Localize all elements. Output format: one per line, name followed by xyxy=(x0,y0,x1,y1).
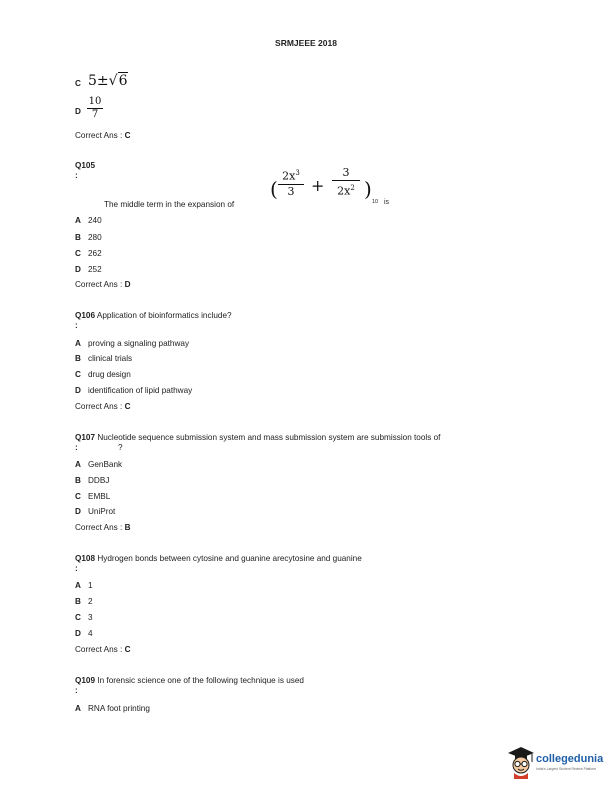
option-text: 2 xyxy=(88,597,93,606)
question-text: Hydrogen bonds between cytosine and guanine arecytosine and guanine xyxy=(97,554,362,563)
option-text: 240 xyxy=(88,216,102,225)
option-letter: C xyxy=(75,492,81,501)
plus-sign: + xyxy=(311,176,325,195)
page-header-title: SRMJEEE 2018 xyxy=(275,38,337,48)
paren-open: ( xyxy=(270,177,278,201)
answer-option xyxy=(75,613,93,622)
option-text: identification of lipid pathway xyxy=(88,386,193,395)
expression-power: 10 xyxy=(372,199,379,205)
option-letter: A xyxy=(75,704,81,713)
correct-answer xyxy=(75,523,131,532)
term2-exponent: 2 xyxy=(350,184,355,192)
option-letter: B xyxy=(75,354,81,363)
option-d-fraction xyxy=(87,96,103,121)
answer-option xyxy=(75,249,102,258)
question-number: Q108 xyxy=(75,554,96,563)
option-letter: C xyxy=(75,370,81,379)
brand-tagline: India's Largest Student Review Platform xyxy=(536,767,597,771)
correct-answer-value: D xyxy=(124,280,131,289)
option-text: 252 xyxy=(88,265,102,274)
option-letter: C xyxy=(75,249,81,258)
option-letter: A xyxy=(75,216,81,225)
correct-answer xyxy=(75,280,131,289)
option-letter: B xyxy=(75,597,81,606)
option-text: 262 xyxy=(88,249,102,258)
sqrt-sign-icon: √ xyxy=(108,73,118,89)
question-text: In forensic science one of the following technique is used xyxy=(97,676,304,685)
math-int: 5± xyxy=(88,73,109,89)
question-text: Nucleotide sequence submission system and mass submission system are submission tools of xyxy=(97,433,441,442)
question-number: Q107 xyxy=(75,433,96,442)
question-number: Q109 xyxy=(75,676,96,685)
question-colon: : xyxy=(75,443,78,452)
term1-exponent: 3 xyxy=(295,169,300,177)
answer-option xyxy=(75,581,93,590)
option-text: 1 xyxy=(88,581,93,590)
option-letter: D xyxy=(75,629,81,638)
option-letter: A xyxy=(75,581,81,590)
question-colon: : xyxy=(75,686,78,695)
answer-option xyxy=(75,476,109,485)
paren-close: ) xyxy=(364,177,372,201)
answer-option xyxy=(75,339,189,348)
fraction-denominator: 7 xyxy=(91,109,99,120)
correct-answer-label: Correct Ans : xyxy=(75,131,123,140)
option-letter: D xyxy=(75,386,81,395)
correct-answer xyxy=(75,402,131,411)
brand-name: collegedunia xyxy=(536,753,604,765)
answer-option xyxy=(75,216,102,225)
correct-answer xyxy=(75,645,131,654)
answer-option xyxy=(75,386,192,395)
question-text: The middle term in the expansion of xyxy=(104,200,235,209)
answer-option xyxy=(75,704,150,713)
answer-option xyxy=(75,233,102,242)
answer-option xyxy=(75,507,115,516)
collegedunia-logo xyxy=(506,745,606,779)
correct-answer-label: Correct Ans : xyxy=(75,523,123,532)
correct-answer-value: B xyxy=(124,523,131,532)
option-letter: C xyxy=(75,79,81,88)
question-blank: ? xyxy=(118,443,123,452)
question-colon: : xyxy=(75,321,78,330)
option-text: clinical trials xyxy=(88,354,133,363)
question-text: Application of bioinformatics include? xyxy=(96,311,232,320)
question-colon: : xyxy=(75,171,78,180)
term2-denominator: 2x xyxy=(337,184,351,198)
correct-answer-label: Correct Ans : xyxy=(75,280,123,289)
correct-answer-label: Correct Ans : xyxy=(75,645,123,654)
correct-answer xyxy=(75,131,131,140)
answer-option xyxy=(75,492,110,501)
option-text: EMBL xyxy=(88,492,111,501)
correct-answer-label: Correct Ans : xyxy=(75,402,123,411)
option-letter: A xyxy=(75,339,81,348)
correct-answer-value: C xyxy=(124,402,131,411)
answer-option xyxy=(75,370,131,379)
question-heading xyxy=(75,311,232,320)
option-text: drug design xyxy=(88,370,131,379)
option-text: 3 xyxy=(88,613,93,622)
question-colon: : xyxy=(75,564,78,573)
question-number: Q105 xyxy=(75,161,96,170)
option-text: RNA foot printing xyxy=(88,704,150,713)
option-c-math xyxy=(88,73,128,89)
term2-numerator: 3 xyxy=(342,166,350,179)
term1-denominator: 3 xyxy=(287,184,295,198)
option-text: GenBank xyxy=(88,460,123,469)
expression-suffix: is xyxy=(384,199,390,206)
option-text: 4 xyxy=(88,629,93,638)
graduate-mascot-icon xyxy=(506,745,536,779)
answer-option xyxy=(75,265,102,274)
option-letter: C xyxy=(75,613,81,622)
question-number: Q106 xyxy=(75,311,96,320)
answer-option xyxy=(75,629,93,638)
question-heading xyxy=(75,433,440,442)
answer-option xyxy=(75,354,132,363)
option-letter: D xyxy=(75,265,81,274)
correct-answer-value: C xyxy=(124,131,131,140)
term1-numerator: 2x xyxy=(282,169,296,183)
question-heading xyxy=(75,676,304,685)
term2-fraction xyxy=(332,166,360,199)
fraction-numerator: 10 xyxy=(88,96,102,107)
option-letter: D xyxy=(75,107,81,116)
option-text: UniProt xyxy=(88,507,116,516)
answer-option xyxy=(75,597,93,606)
correct-answer-value: C xyxy=(124,645,131,654)
option-text: DDBJ xyxy=(88,476,110,485)
question-heading xyxy=(75,554,362,563)
answer-option xyxy=(75,460,122,469)
option-text: proving a signaling pathway xyxy=(88,339,190,348)
option-letter: D xyxy=(75,507,81,516)
option-letter: B xyxy=(75,476,81,485)
term1-fraction xyxy=(278,166,304,199)
option-letter: B xyxy=(75,233,81,242)
math-radicand: 6 xyxy=(118,73,128,89)
option-letter: A xyxy=(75,460,81,469)
option-text: 280 xyxy=(88,233,102,242)
